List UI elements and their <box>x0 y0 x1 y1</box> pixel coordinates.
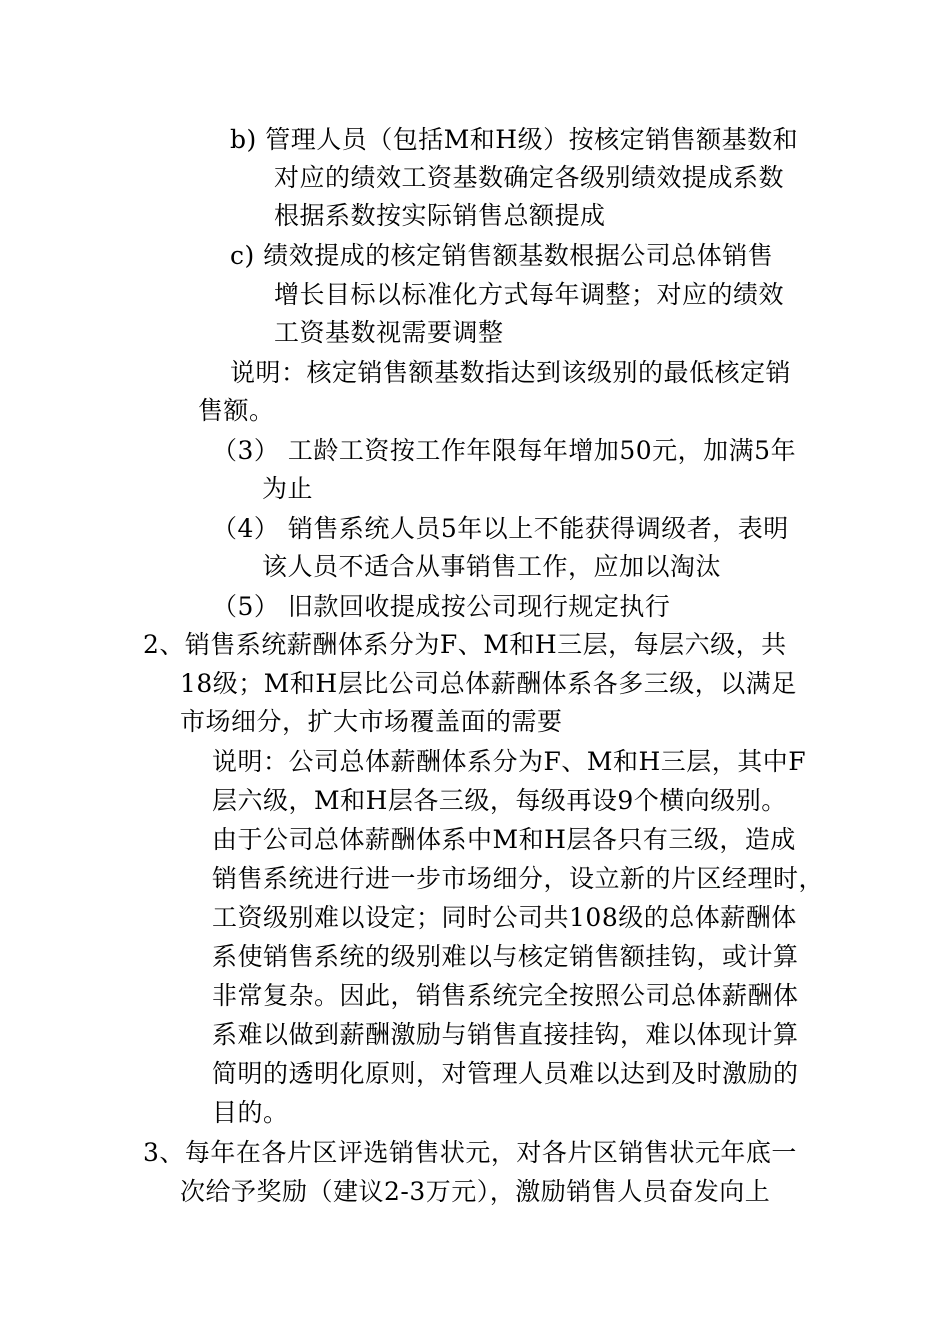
item-4-line-1: （4） 销售系统人员5年以上不能获得调级者，表明 <box>212 514 789 543</box>
item-b-line-2: 对应的绩效工资基数确定各级别绩效提成系数 <box>274 163 785 192</box>
note-2-line-8: 系难以做到薪酬激励与销售直接挂钩，难以体现计算 <box>212 1020 799 1049</box>
item-3-line-2: 为止 <box>262 474 314 503</box>
note-2-line-10: 目的。 <box>212 1098 289 1127</box>
section-2-line-1: 2、销售系统薪酬体系分为F、M和H三层，每层六级，共 <box>143 630 787 659</box>
note-2-line-5: 工资级别难以设定；同时公司共108级的总体薪酬体 <box>212 903 797 932</box>
section-2-line-2: 18级；M和H层比公司总体薪酬体系各多三级，以满足 <box>180 669 797 698</box>
note-2-line-3: 由于公司总体薪酬体系中M和H层各只有三级，造成 <box>212 825 796 854</box>
note-2-line-4: 销售系统进行进一步市场细分，设立新的片区经理时， <box>212 864 825 893</box>
note-2-line-9: 简明的透明化原则，对管理人员难以达到及时激励的 <box>212 1059 799 1088</box>
item-4-line-2: 该人员不适合从事销售工作，应加以淘汰 <box>262 552 722 581</box>
section-2-line-3: 市场细分，扩大市场覆盖面的需要 <box>180 707 563 736</box>
item-5-line-1: （5） 旧款回收提成按公司现行规定执行 <box>212 592 671 621</box>
note-1-line-1: 说明：核定销售额基数指达到该级别的最低核定销 <box>230 358 792 387</box>
note-2-line-6: 系使销售系统的级别难以与核定销售额挂钩，或计算 <box>212 942 799 971</box>
item-c-line-2: 增长目标以标准化方式每年调整；对应的绩效 <box>274 280 785 309</box>
item-3-line-1: （3） 工龄工资按工作年限每年增加50元，加满5年 <box>212 436 797 465</box>
item-b-line-1: b) 管理人员（包括M和H级）按核定销售额基数和 <box>230 125 799 154</box>
item-c-line-1: c) 绩效提成的核定销售额基数根据公司总体销售 <box>230 241 774 270</box>
item-b-line-3: 根据系数按实际销售总额提成 <box>274 201 606 230</box>
note-2-line-7: 非常复杂。因此，销售系统完全按照公司总体薪酬体 <box>212 981 799 1010</box>
note-2-line-1: 说明：公司总体薪酬体系分为F、M和H三层，其中F <box>212 747 807 776</box>
item-c-line-3: 工资基数视需要调整 <box>274 318 504 347</box>
note-2-line-2: 层六级，M和H层各三级，每级再设9个横向级别。 <box>212 786 787 815</box>
section-3-line-2: 次给予奖励（建议2-3万元），激励销售人员奋发向上 <box>180 1177 771 1206</box>
note-1-line-2: 售额。 <box>198 396 275 425</box>
section-3-line-1: 3、每年在各片区评选销售状元，对各片区销售状元年底一 <box>143 1138 797 1167</box>
